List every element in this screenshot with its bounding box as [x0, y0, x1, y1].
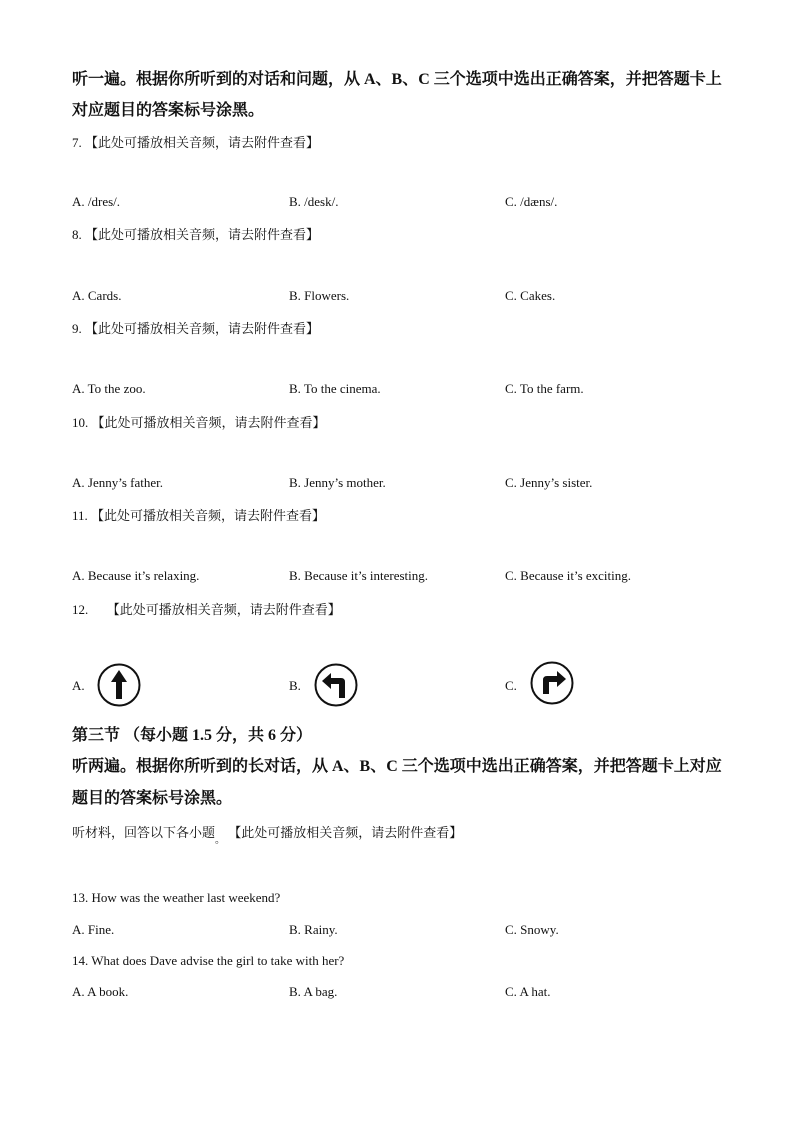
audio-note: 【此处可播放相关音频，请去附件查看】	[85, 321, 320, 336]
q7-option-a: A. /dres/.	[72, 194, 121, 209]
arrow-up-icon	[96, 662, 142, 708]
q10-option-c: C. Jenny’s sister.	[505, 475, 593, 490]
material-mark: 。	[215, 835, 226, 846]
question-9	[72, 318, 319, 337]
q12-option-b-label: B.	[289, 678, 301, 693]
turn-right-icon	[529, 660, 575, 706]
q8-option-a: A. Cards.	[72, 288, 122, 303]
audio-note: 【此处可播放相关音频，请去附件查看】	[91, 508, 326, 523]
q8-option-b: B. Flowers.	[289, 288, 350, 303]
q11-option-b: B. Because it’s interesting.	[289, 568, 429, 583]
q7-option-b: B. /desk/.	[289, 194, 339, 209]
question-10	[72, 412, 326, 431]
question-13: 13. How was the weather last weekend?	[72, 890, 281, 905]
q9-option-b: B. To the cinema.	[289, 381, 381, 396]
q14-option-a: A. A book.	[72, 984, 129, 999]
q13-option-a: A. Fine.	[72, 922, 115, 937]
q14-option-c: C. A hat.	[505, 984, 551, 999]
q9-option-a: A. To the zoo.	[72, 381, 146, 396]
question-number: 11.	[72, 508, 88, 523]
audio-note: 【此处可播放相关音频，请去附件查看】	[91, 415, 326, 430]
instruction-line-1: 听一遍。根据你所听到的对话和问题，从 A、B、C 三个选项中选出正确答案，并把答题卡上	[72, 71, 722, 88]
question-number: 10.	[72, 415, 89, 430]
q10-option-b: B. Jenny’s mother.	[289, 475, 386, 490]
audio-note: 【此处可播放相关音频，请去附件查看】	[106, 602, 341, 617]
question-12	[72, 599, 341, 618]
audio-note: 【此处可播放相关音频，请去附件查看】	[228, 825, 463, 840]
listening-material	[72, 822, 463, 846]
question-14: 14. What does Dave advise the girl to take with her?	[72, 953, 345, 968]
q12-option-a-label: A.	[72, 678, 85, 693]
question-11	[72, 505, 325, 524]
question-7	[72, 132, 319, 151]
q14-option-b: B. A bag.	[289, 984, 338, 999]
section-3-instruction-line-2: 题目的答案标号涂黑。	[72, 790, 233, 807]
q8-option-c: C. Cakes.	[505, 288, 556, 303]
question-8	[72, 224, 319, 243]
q11-option-c: C. Because it’s exciting.	[505, 568, 632, 583]
question-number: 12.	[72, 602, 89, 617]
q9-option-c: C. To the farm.	[505, 381, 584, 396]
question-number: 8.	[72, 227, 82, 242]
question-number: 9.	[72, 321, 82, 336]
q7-option-c: C. /dæns/.	[505, 194, 558, 209]
material-label: 听材料，回答以下各小题	[72, 825, 216, 840]
audio-note: 【此处可播放相关音频，请去附件查看】	[85, 135, 320, 150]
q11-option-a: A. Because it’s relaxing.	[72, 568, 200, 583]
turn-left-icon	[313, 662, 359, 708]
q13-option-c: C. Snowy.	[505, 922, 559, 937]
instruction-line-2: 对应题目的答案标号涂黑。	[72, 102, 265, 119]
question-number: 7.	[72, 135, 82, 150]
q13-option-b: B. Rainy.	[289, 922, 338, 937]
q12-option-c-label: C.	[505, 678, 517, 693]
section-3-instruction-line-1: 听两遍。根据你所听到的长对话，从 A、B、C 三个选项中选出正确答案，并把答题卡上对应	[72, 758, 722, 775]
section-3-title: 第三节 （每小题 1.5 分，共 6 分）	[72, 727, 313, 744]
audio-note: 【此处可播放相关音频，请去附件查看】	[85, 227, 320, 242]
q10-option-a: A. Jenny’s father.	[72, 475, 163, 490]
